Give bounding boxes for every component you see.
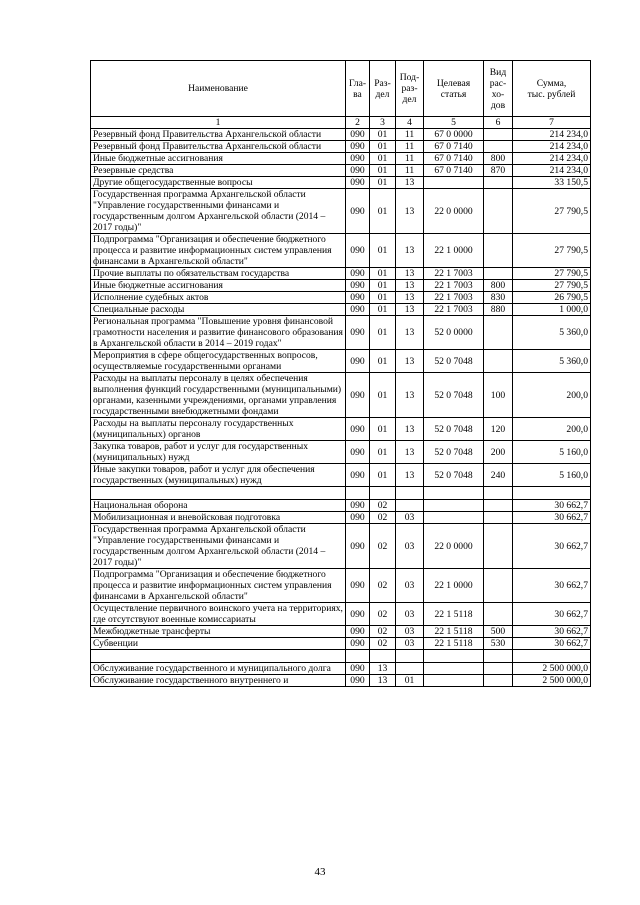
- row-name: Подпрограмма "Организация и обеспечение бюджетного процесса и развитие информационных систем управления финансами в Архангельской области": [91, 569, 346, 603]
- row-podrazdel: 03: [396, 603, 424, 626]
- row-razdel: [370, 650, 396, 663]
- header-row: [91, 61, 591, 117]
- table-row: [91, 189, 591, 234]
- row-vid: [484, 675, 513, 687]
- row-glava: 090: [346, 189, 370, 234]
- row-celevaya: 52 0 7048: [424, 350, 484, 373]
- row-celevaya: 22 1 7003: [424, 268, 484, 280]
- table-row: [91, 675, 591, 687]
- row-summa: 5 160,0: [513, 441, 591, 464]
- table-row: [91, 569, 591, 603]
- table-row: [91, 418, 591, 441]
- row-glava: 090: [346, 141, 370, 153]
- row-vid: [484, 603, 513, 626]
- table-row: [91, 626, 591, 638]
- row-vid: [484, 350, 513, 373]
- row-vid: 240: [484, 464, 513, 487]
- row-vid: 120: [484, 418, 513, 441]
- row-razdel: 01: [370, 141, 396, 153]
- header-podrazdel: Под- раз- дел: [396, 61, 424, 117]
- row-celevaya: [424, 487, 484, 500]
- table-row: [91, 177, 591, 189]
- row-razdel: 02: [370, 638, 396, 650]
- column-number: 2: [346, 117, 370, 129]
- row-name: Мобилизационная и вневойсковая подготовка: [91, 512, 346, 524]
- row-celevaya: 22 1 7003: [424, 304, 484, 316]
- row-razdel: 01: [370, 292, 396, 304]
- row-razdel: 01: [370, 316, 396, 350]
- row-vid: [484, 663, 513, 675]
- row-podrazdel: 13: [396, 177, 424, 189]
- header-celevaya: Целевая статья: [424, 61, 484, 117]
- row-podrazdel: 11: [396, 141, 424, 153]
- row-podrazdel: 13: [396, 316, 424, 350]
- row-glava: 090: [346, 524, 370, 569]
- row-vid: [484, 189, 513, 234]
- row-glava: 090: [346, 234, 370, 268]
- row-name: [91, 650, 346, 663]
- row-podrazdel: 13: [396, 418, 424, 441]
- row-summa: 1 000,0: [513, 304, 591, 316]
- row-glava: [346, 650, 370, 663]
- row-summa: 2 500 000,0: [513, 663, 591, 675]
- row-vid: [484, 569, 513, 603]
- row-summa: 30 662,7: [513, 569, 591, 603]
- row-glava: 090: [346, 373, 370, 418]
- row-vid: [484, 268, 513, 280]
- row-summa: 30 662,7: [513, 500, 591, 512]
- table-row: [91, 292, 591, 304]
- row-vid: 800: [484, 280, 513, 292]
- row-glava: 090: [346, 129, 370, 141]
- row-celevaya: 22 1 5118: [424, 638, 484, 650]
- row-glava: 090: [346, 153, 370, 165]
- table-row: [91, 304, 591, 316]
- row-name: Прочие выплаты по обязательствам государства: [91, 268, 346, 280]
- row-razdel: 02: [370, 626, 396, 638]
- row-vid: [484, 650, 513, 663]
- header-glava: Гла- ва: [346, 61, 370, 117]
- header-name: Наименование: [91, 61, 346, 117]
- row-razdel: 01: [370, 304, 396, 316]
- table-row: [91, 141, 591, 153]
- row-razdel: 01: [370, 280, 396, 292]
- row-podrazdel: 13: [396, 373, 424, 418]
- row-vid: 880: [484, 304, 513, 316]
- row-glava: 090: [346, 268, 370, 280]
- row-vid: 200: [484, 441, 513, 464]
- row-glava: 090: [346, 500, 370, 512]
- row-summa: 214 234,0: [513, 165, 591, 177]
- row-razdel: 13: [370, 663, 396, 675]
- table-row: [91, 234, 591, 268]
- row-celevaya: 52 0 7048: [424, 464, 484, 487]
- row-razdel: 01: [370, 165, 396, 177]
- row-name: Резервный фонд Правительства Архангельской области: [91, 141, 346, 153]
- row-vid: 530: [484, 638, 513, 650]
- table-row: [91, 603, 591, 626]
- row-name: Исполнение судебных актов: [91, 292, 346, 304]
- row-summa: 30 662,7: [513, 603, 591, 626]
- row-vid: [484, 141, 513, 153]
- row-summa: 30 662,7: [513, 524, 591, 569]
- row-name: Резервный фонд Правительства Архангельской области: [91, 129, 346, 141]
- row-summa: 2 500 000,0: [513, 675, 591, 687]
- row-podrazdel: [396, 487, 424, 500]
- row-vid: [484, 177, 513, 189]
- row-name: Мероприятия в сфере общегосударственных вопросов, осуществляемые государственными органами: [91, 350, 346, 373]
- row-podrazdel: 13: [396, 292, 424, 304]
- row-summa: 33 150,5: [513, 177, 591, 189]
- row-summa: 30 662,7: [513, 512, 591, 524]
- table-row: [91, 316, 591, 350]
- row-podrazdel: 13: [396, 189, 424, 234]
- row-name: Иные бюджетные ассигнования: [91, 280, 346, 292]
- row-podrazdel: 03: [396, 626, 424, 638]
- row-podrazdel: 03: [396, 638, 424, 650]
- row-name: Закупка товаров, работ и услуг для государственных (муниципальных) нужд: [91, 441, 346, 464]
- row-celevaya: 22 1 0000: [424, 234, 484, 268]
- row-celevaya: [424, 650, 484, 663]
- row-podrazdel: 13: [396, 268, 424, 280]
- table-row: [91, 650, 591, 663]
- row-vid: 830: [484, 292, 513, 304]
- row-celevaya: 22 1 5118: [424, 626, 484, 638]
- row-podrazdel: [396, 500, 424, 512]
- row-vid: 800: [484, 153, 513, 165]
- row-podrazdel: 11: [396, 165, 424, 177]
- page-number: 43: [314, 866, 326, 878]
- row-summa: 200,0: [513, 373, 591, 418]
- row-razdel: 01: [370, 418, 396, 441]
- row-vid: [484, 129, 513, 141]
- table-row: [91, 129, 591, 141]
- column-number: 5: [424, 117, 484, 129]
- row-razdel: 01: [370, 373, 396, 418]
- row-podrazdel: 13: [396, 234, 424, 268]
- row-celevaya: 22 1 5118: [424, 603, 484, 626]
- row-name: [91, 487, 346, 500]
- row-summa: 26 790,5: [513, 292, 591, 304]
- row-razdel: 01: [370, 441, 396, 464]
- table-row: [91, 165, 591, 177]
- row-celevaya: 67 0 7140: [424, 141, 484, 153]
- row-razdel: 01: [370, 268, 396, 280]
- row-razdel: 01: [370, 153, 396, 165]
- row-celevaya: 52 0 7048: [424, 373, 484, 418]
- row-summa: [513, 650, 591, 663]
- table-row: [91, 500, 591, 512]
- row-glava: 090: [346, 177, 370, 189]
- row-glava: 090: [346, 280, 370, 292]
- budget-table: [90, 60, 591, 687]
- row-podrazdel: 13: [396, 441, 424, 464]
- row-summa: 27 790,5: [513, 189, 591, 234]
- row-glava: 090: [346, 603, 370, 626]
- row-vid: [484, 524, 513, 569]
- row-podrazdel: 13: [396, 304, 424, 316]
- row-razdel: 01: [370, 350, 396, 373]
- row-celevaya: [424, 177, 484, 189]
- row-summa: 5 160,0: [513, 464, 591, 487]
- row-name: Специальные расходы: [91, 304, 346, 316]
- table-row: [91, 638, 591, 650]
- row-podrazdel: 11: [396, 153, 424, 165]
- row-name: Расходы на выплаты персоналу государственных (муниципальных) органов: [91, 418, 346, 441]
- header-summa: Сумма, тыс. рублей: [513, 61, 591, 117]
- row-glava: 090: [346, 350, 370, 373]
- column-number: 3: [370, 117, 396, 129]
- row-summa: 30 662,7: [513, 626, 591, 638]
- column-number: 6: [484, 117, 513, 129]
- row-celevaya: [424, 675, 484, 687]
- row-glava: 090: [346, 626, 370, 638]
- table-row: [91, 512, 591, 524]
- row-vid: [484, 316, 513, 350]
- column-number: 4: [396, 117, 424, 129]
- table-row: [91, 487, 591, 500]
- row-celevaya: 67 0 7140: [424, 153, 484, 165]
- row-vid: 870: [484, 165, 513, 177]
- row-name: Расходы на выплаты персоналу в целях обеспечения выполнения функций государственными (муниципальными) органами, казенными учреждениями, органами управления государственными внебюджетными фондами: [91, 373, 346, 418]
- row-vid: [484, 234, 513, 268]
- row-name: Субвенции: [91, 638, 346, 650]
- row-name: Межбюджетные трансферты: [91, 626, 346, 638]
- header-razdel: Раз- дел: [370, 61, 396, 117]
- row-glava: 090: [346, 441, 370, 464]
- row-name: Другие общегосударственные вопросы: [91, 177, 346, 189]
- row-glava: 090: [346, 638, 370, 650]
- row-name: Иные закупки товаров, работ и услуг для обеспечения государственных (муниципальных) нужд: [91, 464, 346, 487]
- row-razdel: 02: [370, 603, 396, 626]
- column-number-row: [91, 117, 591, 129]
- row-podrazdel: 13: [396, 464, 424, 487]
- row-name: Осуществление первичного воинского учета на территориях, где отсутствуют военные комиссариаты: [91, 603, 346, 626]
- row-summa: 27 790,5: [513, 234, 591, 268]
- row-celevaya: 67 0 0000: [424, 129, 484, 141]
- row-summa: 214 234,0: [513, 153, 591, 165]
- row-celevaya: 22 0 0000: [424, 189, 484, 234]
- row-name: Обслуживание государственного и муниципального долга: [91, 663, 346, 675]
- row-razdel: 02: [370, 524, 396, 569]
- row-razdel: 13: [370, 675, 396, 687]
- table-row: [91, 153, 591, 165]
- row-celevaya: 22 0 0000: [424, 524, 484, 569]
- row-podrazdel: 13: [396, 350, 424, 373]
- row-name: Региональная программа "Повышение уровня финансовой грамотности населения и развитие финансового образования в Архангельской области в 2014 – 2019 годах": [91, 316, 346, 350]
- row-glava: 090: [346, 316, 370, 350]
- row-glava: 090: [346, 292, 370, 304]
- row-name: Государственная программа Архангельской области "Управление государственными финансами и государственным долгом Архангельской области (2014 – 2017 годы)": [91, 524, 346, 569]
- row-name: Государственная программа Архангельской области "Управление государственными финансами и государственным долгом Архангельской области (2014 – 2017 годы)": [91, 189, 346, 234]
- row-summa: 5 360,0: [513, 350, 591, 373]
- row-vid: 100: [484, 373, 513, 418]
- row-glava: 090: [346, 569, 370, 603]
- row-celevaya: [424, 663, 484, 675]
- row-vid: 500: [484, 626, 513, 638]
- row-razdel: 01: [370, 177, 396, 189]
- row-glava: [346, 487, 370, 500]
- row-name: Подпрограмма "Организация и обеспечение бюджетного процесса и развитие информационных систем управления финансами в Архангельской области": [91, 234, 346, 268]
- table-row: [91, 663, 591, 675]
- row-celevaya: 22 1 7003: [424, 292, 484, 304]
- row-summa: 214 234,0: [513, 141, 591, 153]
- row-summa: [513, 487, 591, 500]
- budget-sheet: [90, 60, 590, 687]
- row-summa: 27 790,5: [513, 268, 591, 280]
- row-glava: 090: [346, 304, 370, 316]
- table-row: [91, 280, 591, 292]
- row-podrazdel: 03: [396, 524, 424, 569]
- row-razdel: 02: [370, 512, 396, 524]
- row-razdel: 01: [370, 189, 396, 234]
- row-podrazdel: [396, 663, 424, 675]
- table-row: [91, 441, 591, 464]
- table-body: [91, 129, 591, 687]
- row-glava: 090: [346, 464, 370, 487]
- row-summa: 200,0: [513, 418, 591, 441]
- row-name: Национальная оборона: [91, 500, 346, 512]
- row-name: Резервные средства: [91, 165, 346, 177]
- row-podrazdel: [396, 650, 424, 663]
- row-summa: 214 234,0: [513, 129, 591, 141]
- row-glava: 090: [346, 663, 370, 675]
- header-vid: Вид рас- хо- дов: [484, 61, 513, 117]
- row-podrazdel: 01: [396, 675, 424, 687]
- row-podrazdel: 13: [396, 280, 424, 292]
- row-celevaya: 52 0 0000: [424, 316, 484, 350]
- row-celevaya: 22 1 7003: [424, 280, 484, 292]
- row-razdel: 01: [370, 234, 396, 268]
- row-name: Обслуживание государственного внутреннего и: [91, 675, 346, 687]
- row-vid: [484, 500, 513, 512]
- row-razdel: 01: [370, 464, 396, 487]
- row-podrazdel: 03: [396, 569, 424, 603]
- column-number: 7: [513, 117, 591, 129]
- row-celevaya: [424, 512, 484, 524]
- row-podrazdel: 11: [396, 129, 424, 141]
- table-row: [91, 524, 591, 569]
- row-vid: [484, 487, 513, 500]
- row-podrazdel: 03: [396, 512, 424, 524]
- table-row: [91, 268, 591, 280]
- row-razdel: 01: [370, 129, 396, 141]
- column-number: 1: [91, 117, 346, 129]
- table-row: [91, 373, 591, 418]
- row-glava: 090: [346, 512, 370, 524]
- row-celevaya: 52 0 7048: [424, 418, 484, 441]
- row-glava: 090: [346, 165, 370, 177]
- row-name: Иные бюджетные ассигнования: [91, 153, 346, 165]
- row-celevaya: 52 0 7048: [424, 441, 484, 464]
- row-summa: 30 662,7: [513, 638, 591, 650]
- row-razdel: [370, 487, 396, 500]
- row-celevaya: 22 1 0000: [424, 569, 484, 603]
- table-row: [91, 464, 591, 487]
- row-summa: 27 790,5: [513, 280, 591, 292]
- row-razdel: 02: [370, 569, 396, 603]
- row-glava: 090: [346, 418, 370, 441]
- row-razdel: 02: [370, 500, 396, 512]
- row-vid: [484, 512, 513, 524]
- table-row: [91, 350, 591, 373]
- row-celevaya: 67 0 7140: [424, 165, 484, 177]
- row-summa: 5 360,0: [513, 316, 591, 350]
- row-celevaya: [424, 500, 484, 512]
- row-glava: 090: [346, 675, 370, 687]
